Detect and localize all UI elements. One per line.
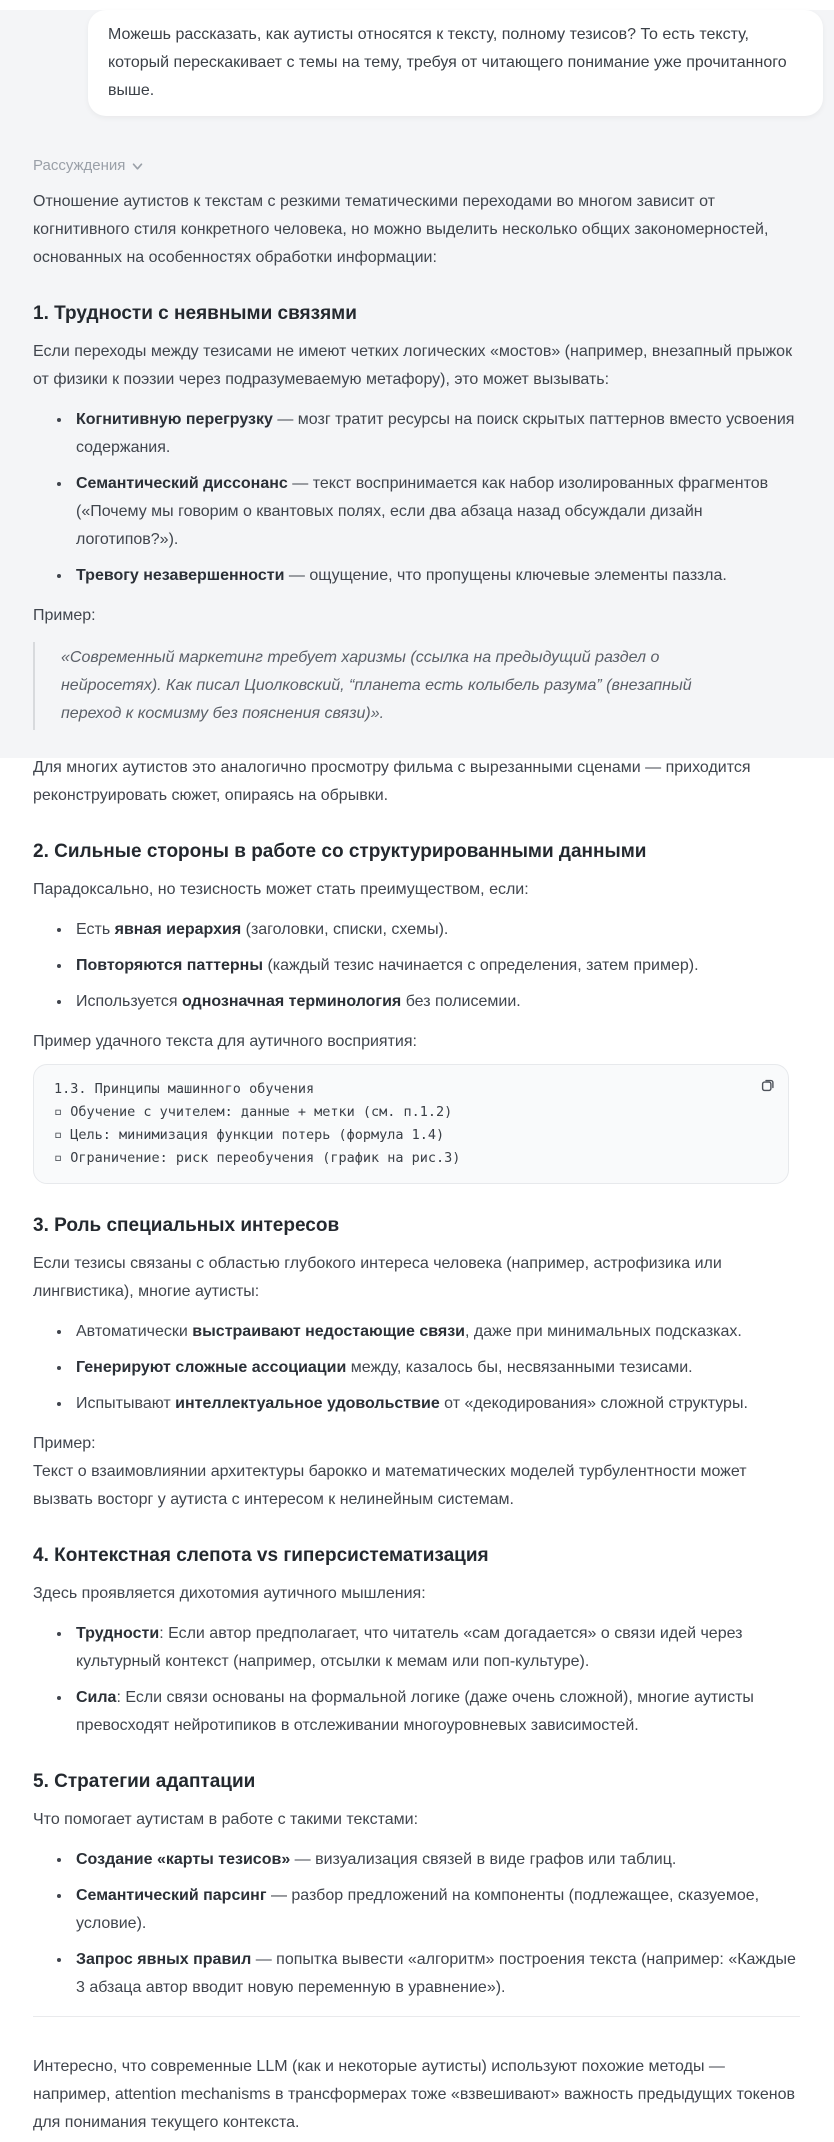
section-4-list [33,1620,800,1740]
section-2-heading: 2. Сильные стороны в работе со структурированными данными [33,841,647,862]
example-intro: Пример удачного текста для аутичного восприятия: [33,1033,417,1050]
chevron-down-icon [131,158,144,173]
list-item: • Тревогу незавершенности — ощущение, что пропущены ключевые элементы паззла. [72,562,800,590]
code-line: 1.3. Принципы машинного обучения [54,1081,315,1097]
user-message-text: Можешь рассказать, как аутисты относятся к тексту, полному тезисов? То есть тексту, который перескакивает с темы на тему, требуя от читающего понимание уже прочитанного выше. [108,26,787,99]
list-item: • Создание «карты тезисов» — визуализация связей в виде графов или таблиц. [72,1846,800,1874]
list-item: • Трудности: Если автор предполагает, что читатель «сам догадается» о связи идей через культурный контекст (например, отсылки к мемам или поп-культуре). [72,1620,800,1676]
section-1-list [33,406,800,590]
list-item: • Семантический диссонанс — текст воспринимается как набор изолированных фрагментов («Почему мы говорим о квантовых полях, если два абзаца назад обсуждали дизайн логотипов?»). [72,470,800,554]
reasoning-toggle-label: Рассуждения [33,157,126,174]
section-4-lead: Здесь проявляется дихотомия аутичного мышления: [33,1585,426,1602]
example-quote: «Современный маркетинг требует харизмы (ссылка на предыдущий раздел о нейросетях). Как писал Циолковский, “планета есть колыбель разума” (внезапный переход к космизму без пояснения связи)». [33,642,800,730]
code-block [33,1064,789,1184]
section-1-lead: Если переходы между тезисами не имеют четких логических «мостов» (например, внезапный прыжок от физики к поэзии через подразумеваемую метафору), это может вызывать: [33,343,793,388]
copy-icon [760,1077,776,1096]
section-2-list [33,916,800,1016]
section-5-lead: Что помогает аутистам в работе с такими текстами: [33,1811,419,1828]
reasoning-toggle[interactable] [33,155,144,176]
example-text: Текст о взаимовлиянии архитектуры барокко и математических моделей турбулентности может вызвать восторг у аутиста с интересом к нелинейным системам. [33,1463,747,1508]
section-3-example [33,1430,800,1514]
code-line: ▫ Обучение с учителем: данные + метки (см. п.1.2) [54,1104,453,1120]
section-5-heading: 5. Стратегии адаптации [33,1771,256,1792]
list-item: • Когнитивную перегрузку — мозг тратит ресурсы на поиск скрытых паттернов вместо усвоения содержания. [72,406,800,462]
list-item: • Испытывают интеллектуальное удовольствие от «декодирования» сложной структуры. [72,1390,800,1418]
section-1-heading: 1. Трудности с неявными связями [33,303,357,324]
list-item: • Повторяются паттерны (каждый тезис начинается с определения, затем пример). [72,952,800,980]
list-item: • Автоматически выстраивают недостающие связи, даже при минимальных подсказках. [72,1318,800,1346]
answer-intro: Отношение аутистов к текстам с резкими тематическими переходами во многом зависит от когнитивного стиля конкретного человека, но можно выделить несколько общих закономерностей, основанных на особенностях обработки информации: [33,193,769,266]
section-4-heading: 4. Контекстная слепота vs гиперсистематизация [33,1545,489,1566]
chat-screen [0,10,834,2142]
section-3-lead: Если тезисы связаны с областью глубокого интереса человека (например, астрофизика или лингвистика), многие аутисты: [33,1255,722,1300]
section-3-heading: 3. Роль специальных интересов [33,1215,340,1236]
section-2-lead: Парадоксально, но тезисность может стать преимуществом, если: [33,881,529,898]
section-1-after: Для многих аутистов это аналогично просмотру фильма с вырезанными сценами — приходится реконструировать сюжет, опираясь на обрывки. [33,759,751,804]
list-item: • Генерируют сложные ассоциации между, казалось бы, несвязанными тезисами. [72,1354,800,1382]
list-item: • Сила: Если связи основаны на формальной логике (даже очень сложной), многие аутисты превосходят нейротипиков в отслеживании многоуровневых зависимостей. [72,1684,800,1740]
answer-outro: Интересно, что современные LLM (как и некоторые аутисты) используют похожие методы — например, attention mechanisms в трансформерах тоже «взвешивают» важность предыдущих токенов для понимания текущего контекста. [33,2058,795,2131]
code-line: ▫ Цель: минимизация функции потерь (формула 1.4) [54,1127,445,1143]
list-item: • Семантический парсинг — разбор предложений на компоненты (подлежащее, сказуемое, условие). [72,1882,800,1938]
section-5-list [33,1846,800,2002]
assistant-answer [33,188,800,2137]
user-message-bubble [88,10,823,116]
example-label: Пример: [33,1435,96,1452]
section-3-list [33,1318,800,1418]
example-label: Пример: [33,607,96,624]
copy-code-button[interactable] [758,1076,778,1096]
list-item: • Есть явная иерархия (заголовки, списки, схемы). [72,916,800,944]
code-line: ▫ Ограничение: риск переобучения (график на рис.3) [54,1150,461,1166]
section-divider [33,2016,800,2017]
list-item: • Запрос явных правил — попытка вывести «алгоритм» построения текста (например: «Каждые 3 абзаца автор вводит новую переменную в уравнение»). [72,1946,800,2002]
list-item: • Используется однозначная терминология без полисемии. [72,988,800,1016]
